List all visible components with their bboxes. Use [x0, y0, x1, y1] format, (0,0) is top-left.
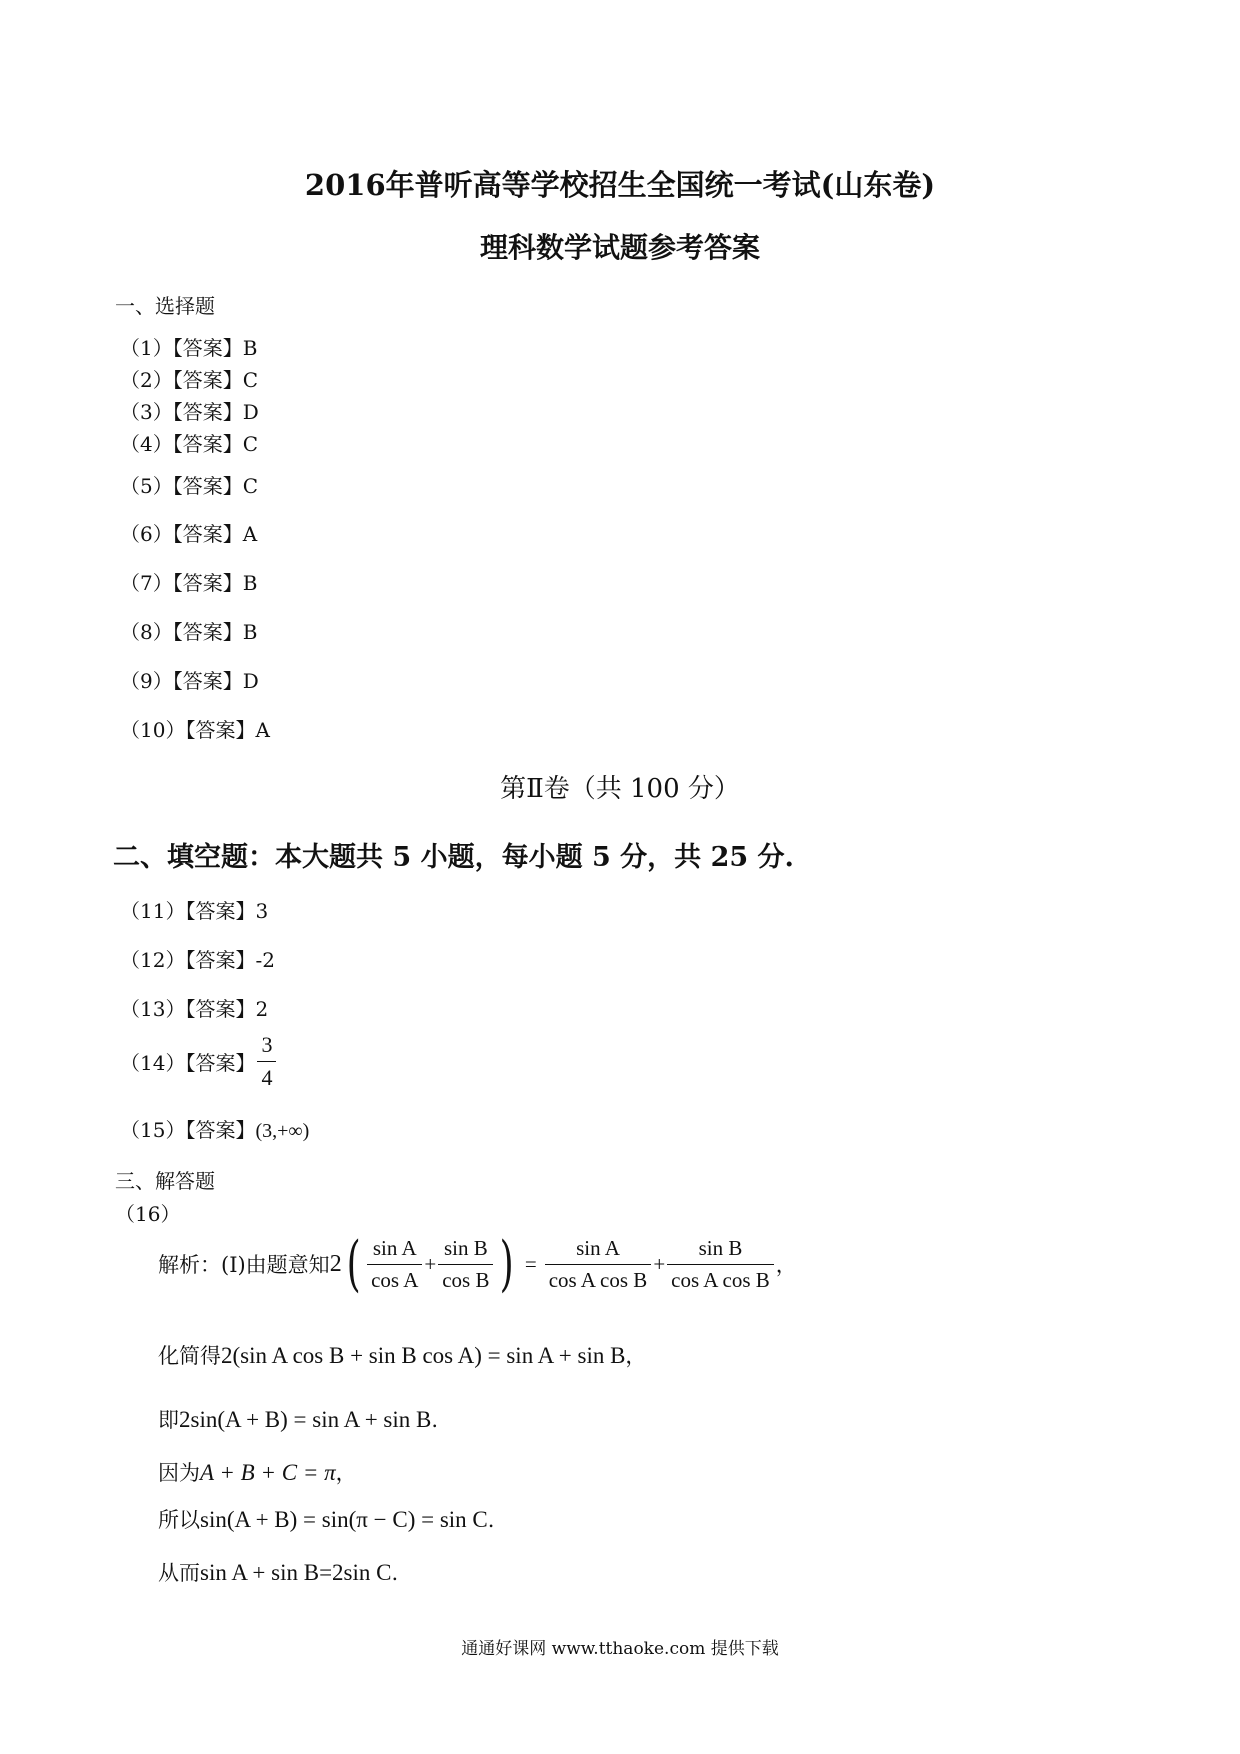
line6-math: sin A + sin B=2sin C [200, 1560, 392, 1585]
solution-line-5 [158, 1504, 494, 1534]
equals-sign: = [524, 1251, 537, 1276]
answer-11: （11）【答案】3 [120, 899, 269, 923]
fill-in-heading: 二、填空题：本大题共 5 小题，每小题 5 分，共 25 分. [113, 842, 794, 873]
line1-prefix: 解析：(Ⅰ)由题意知 [158, 1253, 330, 1277]
solution-line-4 [158, 1457, 357, 1487]
right-paren: ) [500, 1229, 515, 1299]
answer-15-label: （15）【答案】 [120, 1118, 256, 1142]
answer-4: （4）【答案】C [120, 432, 259, 456]
line5-prefix: 所以 [158, 1508, 200, 1532]
section-heading-choice: 一、选择题 [115, 294, 215, 318]
fraction-denominator: 4 [257, 1061, 276, 1091]
answer-14 [120, 1032, 278, 1091]
line3-prefix: 即 [158, 1408, 179, 1432]
answer-2: （2）【答案】C [120, 368, 259, 392]
solution-line-6 [158, 1557, 398, 1587]
answer-14-label: （14）【答案】 [120, 1051, 256, 1075]
fraction-numerator: sin A [372, 1235, 417, 1260]
fraction-denominator: cos B [438, 1264, 493, 1293]
question-16-label: （16） [115, 1202, 181, 1226]
line5-end: . [487, 1508, 495, 1532]
page-title: 2016年普听高等学校招生全国统一考试(山东卷) [304, 168, 936, 202]
left-paren: ( [346, 1229, 361, 1299]
line4-prefix: 因为 [158, 1461, 200, 1485]
solution-line-2 [158, 1340, 646, 1370]
fraction-sinA-cosA [367, 1236, 422, 1293]
answer-13: （13）【答案】2 [120, 997, 269, 1021]
section-heading-solutions: 三、解答题 [115, 1169, 215, 1193]
line6-prefix: 从而 [158, 1561, 200, 1585]
answer-15 [120, 1114, 309, 1143]
solution-line-3 [158, 1404, 438, 1434]
answer-3: （3）【答案】D [120, 400, 259, 424]
answer-14-fraction [257, 1032, 276, 1091]
answer-10: （10）【答案】A [120, 718, 270, 742]
line1-coef: 2 [329, 1250, 342, 1277]
line2-prefix: 化简得 [158, 1344, 221, 1368]
answer-8: （8）【答案】B [120, 620, 258, 644]
fraction-numerator: sin A [576, 1235, 620, 1260]
fraction-numerator: sin B [698, 1235, 743, 1260]
answer-7: （7）【答案】B [120, 571, 258, 595]
answer-12: （12）【答案】-2 [120, 948, 275, 972]
fraction-denominator: cos A cos B [545, 1264, 652, 1293]
answer-9: （9）【答案】D [120, 669, 259, 693]
fraction-numerator: sin B [443, 1235, 488, 1260]
page-subtitle: 理科数学试题参考答案 [479, 231, 760, 264]
line6-end: . [391, 1561, 399, 1585]
line3-math: 2sin(A + B) = sin A + sin B [179, 1407, 432, 1432]
line3-end: . [431, 1408, 439, 1432]
plus-sign: + [424, 1251, 437, 1276]
page-footer: 通通好课网 www.tthaoke.com 提供下载 [461, 1639, 779, 1659]
plus-sign: + [653, 1251, 666, 1276]
answer-15-value: (3,+∞) [255, 1120, 310, 1142]
fraction-sinB-cosAcosB [667, 1236, 774, 1293]
fraction-sinA-cosAcosB [545, 1236, 652, 1293]
fraction-denominator: cos A [367, 1264, 422, 1293]
line4-math: A + B + C = π [200, 1460, 336, 1485]
line4-end: ， [335, 1461, 357, 1485]
fraction-numerator: 3 [261, 1032, 273, 1057]
line2-end: ， [625, 1344, 647, 1368]
solution-line-1 [158, 1229, 797, 1299]
answer-5: （5）【答案】C [120, 474, 259, 498]
fraction-denominator: cos A cos B [667, 1264, 774, 1293]
line2-math: 2(sin A cos B + sin B cos A) = sin A + sin B [221, 1343, 626, 1368]
answer-6: （6）【答案】A [120, 522, 258, 546]
line1-end: ， [775, 1253, 797, 1277]
answer-1: （1）【答案】B [120, 336, 258, 360]
fraction-sinB-cosB [438, 1236, 493, 1293]
line5-math: sin(A + B) = sin(π − C) = sin C [200, 1507, 488, 1532]
part2-title: 第Ⅱ卷（共 100 分） [500, 774, 740, 804]
